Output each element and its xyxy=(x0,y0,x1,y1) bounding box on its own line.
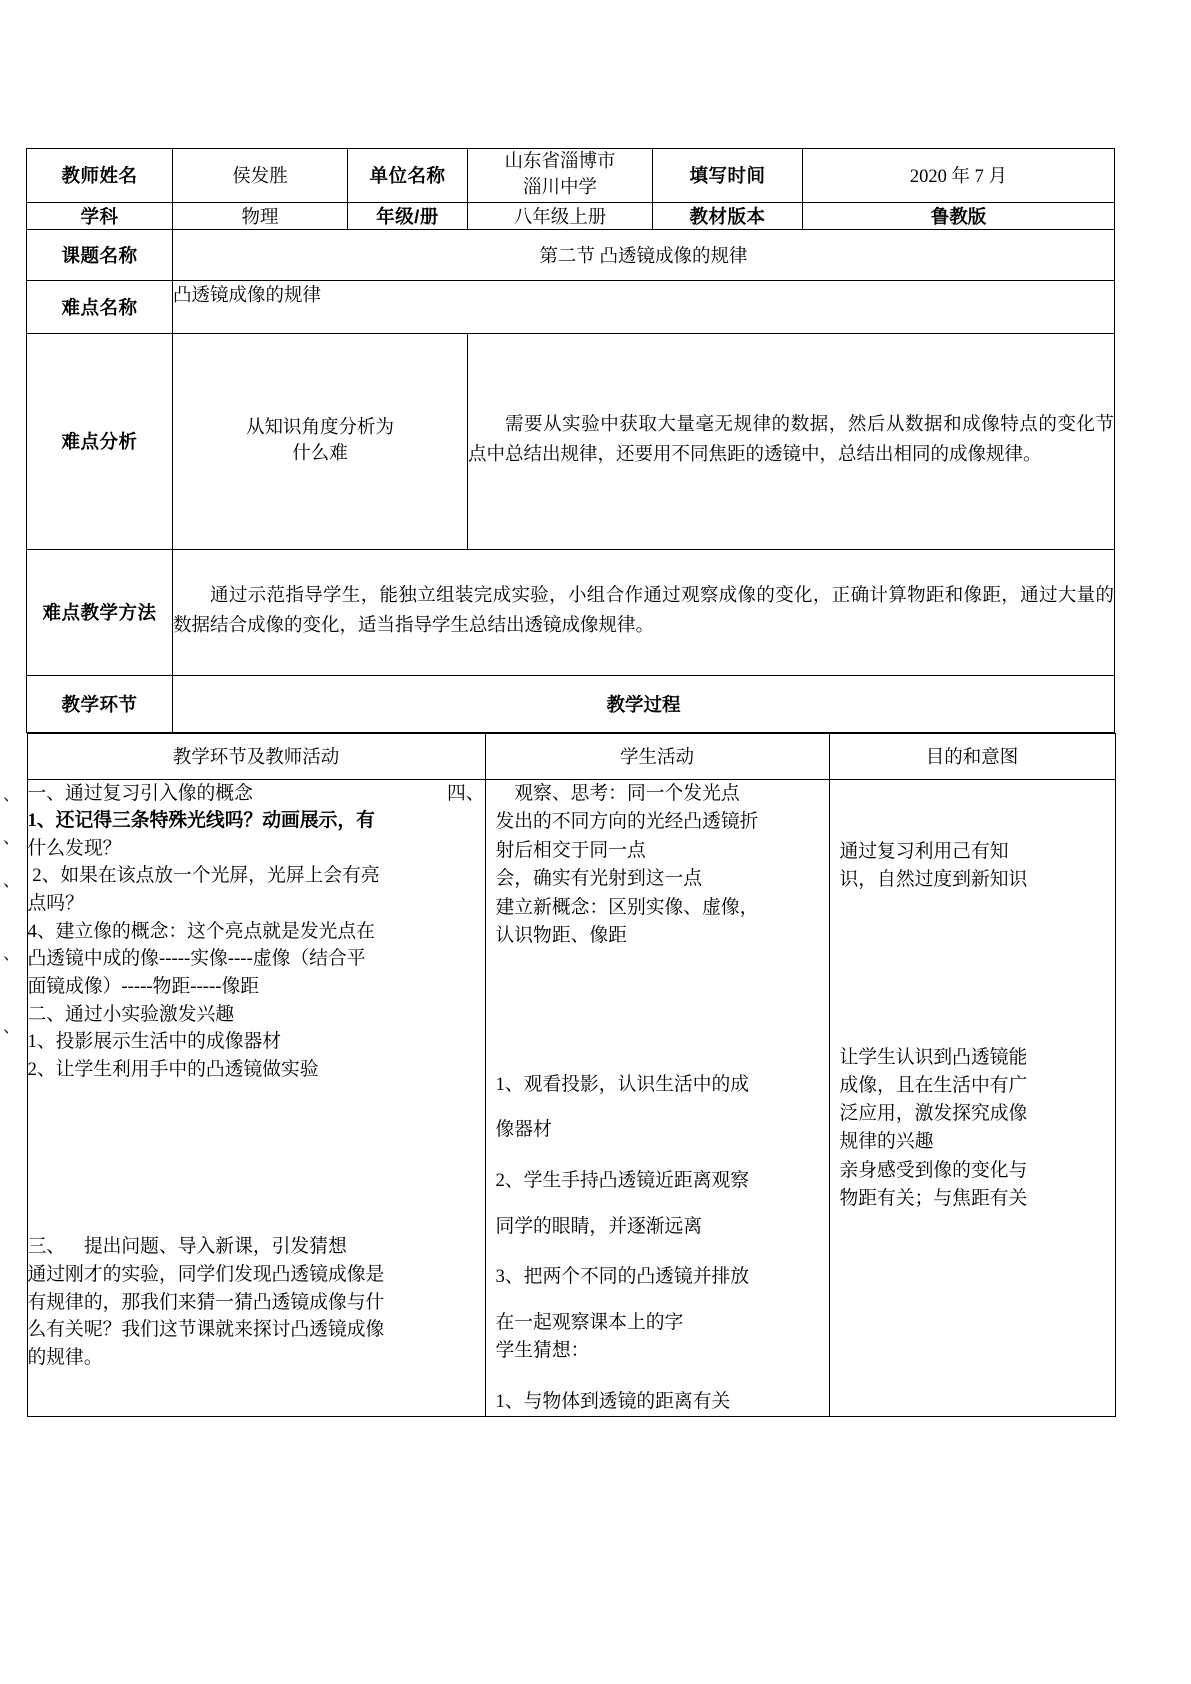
sublabel-line2: 什么难 xyxy=(292,444,348,465)
teaching-method-paragraph: 通过示范指导学生，能独立组装完成实验，小组合作通过观察成像的变化，正确计算物距和像距，通过大量的数据结合成像的变化，适当指导学生总结出透镜成像规律。 xyxy=(173,586,1114,637)
table-row-topic xyxy=(27,229,1115,280)
purpose-line: 泛应用，激发探究成像 xyxy=(839,1103,1028,1125)
margin-annotation-marks xyxy=(3,786,21,1035)
student-line: 像器材 xyxy=(495,1119,552,1141)
difficulty-analysis-paragraph: 需要从实验中获取大量毫无规律的数据，然后从数据和成像特点的变化节点中总结出规律，还要用不同焦距的透镜中，总结出相同的成像规律。 xyxy=(468,415,1114,466)
teacher-line: 通过刚才的实验，同学们发现凸透镜成像是 xyxy=(27,1264,385,1286)
student-line: 1、观看投影，认识生活中的成 xyxy=(495,1073,750,1095)
table-row-process-header xyxy=(27,675,1115,732)
label-unit-name: 单位名称 xyxy=(348,149,468,203)
teacher-line: 2、让学生利用手中的凸透镜做实验 xyxy=(27,1058,319,1080)
value-topic-name: 第二节 凸透镜成像的规律 xyxy=(173,229,1115,280)
label-textbook-version: 教材版本 xyxy=(653,202,803,229)
lesson-plan-table xyxy=(26,148,1115,1417)
table-row-difficulty-analysis xyxy=(27,333,1115,549)
teacher-line: 么有关呢？我们这节课就来探讨凸透镜成像 xyxy=(27,1319,385,1341)
value-difficulty-analysis-sublabel xyxy=(173,333,468,549)
col-header-teacher-activity: 教学环节及教师活动 xyxy=(27,733,485,779)
value-teaching-method-text xyxy=(173,549,1115,675)
value-unit-name xyxy=(468,149,653,203)
label-fill-date: 填写时间 xyxy=(653,149,803,203)
value-teacher-name: 侯发胜 xyxy=(173,149,348,203)
teacher-line: 什么发现？ xyxy=(27,837,122,859)
label-topic-name: 课题名称 xyxy=(27,229,173,280)
margin-mark: 、 xyxy=(3,944,20,963)
label-teaching-stage: 教学环节 xyxy=(27,675,173,732)
label-subject: 学科 xyxy=(27,202,173,229)
label-difficulty-name: 难点名称 xyxy=(27,280,173,333)
cell-teacher-activity xyxy=(27,779,485,1417)
table-row-teaching-method xyxy=(27,549,1115,675)
student-line: 观察、思考：同一个发光点 xyxy=(495,782,740,804)
teacher-line: 的规律。 xyxy=(27,1346,103,1368)
value-unit-name-line1: 山东省淄博市 xyxy=(504,152,616,172)
teacher-line-text: 一、通过复习引入像的概念 xyxy=(27,782,253,804)
label-teacher-name: 教师姓名 xyxy=(27,149,173,203)
purpose-line: 亲身感受到像的变化与 xyxy=(839,1159,1028,1181)
teacher-line: 4、建立像的概念：这个亮点就是发光点在 xyxy=(27,920,375,942)
student-line: 3、把两个不同的凸透镜并排放 xyxy=(495,1266,750,1288)
margin-mark: 、 xyxy=(3,828,20,847)
margin-mark: 、 xyxy=(3,785,20,804)
student-line: 在一起观察课本上的字 xyxy=(495,1311,684,1333)
sublabel-line1: 从知识角度分析为 xyxy=(245,417,394,438)
teacher-line: 1、投影展示生活中的成像器材 xyxy=(27,1031,282,1053)
student-line: 学生猜想： xyxy=(495,1340,590,1362)
process-detail-container xyxy=(27,732,1115,1417)
teacher-line: 面镜成像）-----物距-----像距 xyxy=(27,975,260,997)
teacher-line: 1、还记得三条特殊光线吗？动画展示，有 xyxy=(27,810,375,832)
student-line: 射后相交于同一点 xyxy=(495,839,646,861)
value-unit-name-line2: 淄川中学 xyxy=(522,178,597,199)
value-subject: 物理 xyxy=(173,202,348,229)
teacher-line: 2、如果在该点放一个光屏，光屏上会有亮 xyxy=(27,865,380,887)
label-grade-volume: 年级/册 xyxy=(348,202,468,229)
student-line: 发出的不同方向的光经凸透镜折 xyxy=(495,811,759,833)
table-row-difficulty-name xyxy=(27,280,1115,333)
value-textbook-version: 鲁教版 xyxy=(803,202,1115,229)
student-line: 会，确实有光射到这一点 xyxy=(495,868,703,890)
label-difficulty-analysis: 难点分析 xyxy=(27,333,173,549)
value-fill-date: 2020 年 7 月 xyxy=(803,149,1115,203)
label-teaching-method: 难点教学方法 xyxy=(27,549,173,675)
process-table-body-row xyxy=(27,779,1115,1417)
value-difficulty-name: 凸透镜成像的规律 xyxy=(173,280,1115,333)
col-header-student-activity: 学生活动 xyxy=(485,733,829,779)
student-line: 同学的眼睛，并逐渐远离 xyxy=(495,1215,703,1237)
table-row-teacher-info xyxy=(27,149,1115,203)
purpose-line: 物距有关；与焦距有关 xyxy=(839,1187,1028,1209)
purpose-line: 识，自然过度到新知识 xyxy=(839,868,1028,890)
purpose-line: 成像，且在生活中有广 xyxy=(839,1075,1028,1097)
teacher-line xyxy=(28,780,485,808)
student-line: 建立新概念：区别实像、虚像， xyxy=(495,896,759,918)
teacher-line: 二、通过小实验激发兴趣 xyxy=(27,1003,235,1025)
value-grade-volume: 八年级上册 xyxy=(468,202,653,229)
teacher-line: 点吗？ xyxy=(27,893,84,915)
cell-purpose xyxy=(829,779,1115,1417)
teacher-line: 凸透镜中成的像-----实像----虚像（结合平 xyxy=(27,948,366,970)
teacher-line: 有规律的，那我们来猜一猜凸透镜成像与什 xyxy=(27,1291,385,1313)
purpose-line: 让学生认识到凸透镜能 xyxy=(839,1046,1028,1068)
purpose-line: 通过复习利用己有知 xyxy=(839,840,1009,862)
process-detail-table xyxy=(27,733,1116,1418)
table-row-subject-info xyxy=(27,202,1115,229)
table-row-process-body xyxy=(27,732,1115,1417)
cell-student-activity xyxy=(485,779,829,1417)
teacher-line: 三、 提出问题、导入新课，引发猜想 xyxy=(27,1236,347,1258)
margin-mark: 、 xyxy=(3,871,20,890)
student-line: 1、与物体到透镜的距离有关 xyxy=(495,1390,731,1412)
purpose-line: 规律的兴趣 xyxy=(839,1131,934,1153)
process-table-header-row xyxy=(27,733,1115,779)
margin-mark: 、 xyxy=(3,1017,20,1036)
value-teaching-process: 教学过程 xyxy=(173,675,1115,732)
teacher-line-suffix: 四、 xyxy=(446,782,485,804)
col-header-purpose: 目的和意图 xyxy=(829,733,1115,779)
value-difficulty-analysis-text xyxy=(468,333,1115,549)
student-line: 认识物距、像距 xyxy=(495,925,627,947)
student-line: 2、学生手持凸透镜近距离观察 xyxy=(495,1170,750,1192)
